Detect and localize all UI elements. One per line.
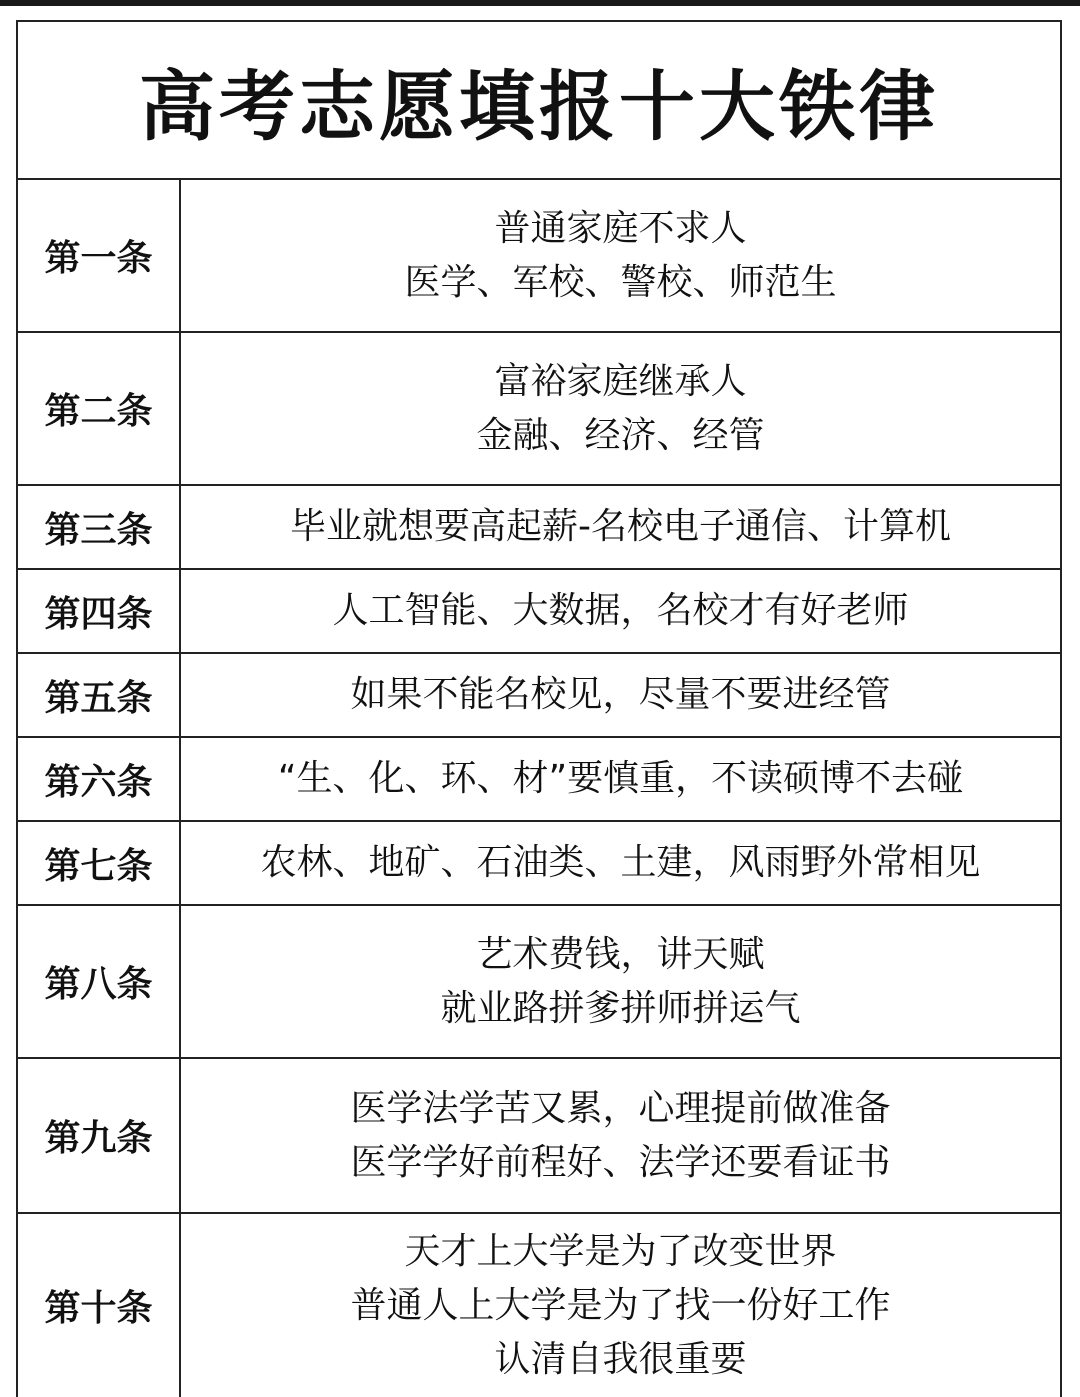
rule-label: 第十条 xyxy=(18,1214,181,1397)
rule-row-5 xyxy=(18,654,1060,738)
rule-line: 认清自我很重要 xyxy=(494,1338,747,1380)
rule-label: 第三条 xyxy=(18,486,181,568)
rule-content xyxy=(181,1214,1060,1397)
rule-label: 第二条 xyxy=(18,333,181,484)
top-bar xyxy=(0,0,1080,6)
rule-row-3 xyxy=(18,486,1060,570)
rule-content xyxy=(181,906,1060,1057)
rule-content xyxy=(181,822,1060,904)
rule-row-10 xyxy=(18,1214,1060,1397)
rule-line: 医学学好前程好、法学还要看证书 xyxy=(350,1141,891,1183)
rule-content xyxy=(181,570,1060,652)
rule-label: 第一条 xyxy=(18,180,181,331)
rule-line: 农林、地矿、石油类、土建，风雨野外常相见 xyxy=(260,842,981,883)
rule-line: 普通家庭不求人 xyxy=(494,207,747,249)
rule-line: 毕业就想要高起薪-名校电子通信、计算机 xyxy=(290,506,951,547)
rule-content xyxy=(181,654,1060,736)
rule-label: 第八条 xyxy=(18,906,181,1057)
rule-row-1 xyxy=(18,180,1060,333)
rule-content xyxy=(181,1059,1060,1212)
rule-label: 第六条 xyxy=(18,738,181,820)
rule-line: 富裕家庭继承人 xyxy=(494,360,747,402)
rule-line: 普通人上大学是为了找一份好工作 xyxy=(350,1284,891,1326)
rule-label: 第九条 xyxy=(18,1059,181,1212)
rule-line: “生、化、环、材”要慎重，不读硕博不去碰 xyxy=(277,758,964,799)
rule-row-6 xyxy=(18,738,1060,822)
rules-table xyxy=(16,20,1062,1397)
rule-content xyxy=(181,486,1060,568)
rule-line: 医学法学苦又累，心理提前做准备 xyxy=(350,1087,891,1129)
rule-row-7 xyxy=(18,822,1060,906)
rule-line: 如果不能名校见，尽量不要进经管 xyxy=(350,674,891,715)
rule-row-9 xyxy=(18,1059,1060,1214)
rule-line: 天才上大学是为了改变世界 xyxy=(404,1230,837,1272)
rule-line: 金融、经济、经管 xyxy=(476,414,765,456)
table-title: 高考志愿填报十大铁律 xyxy=(18,22,1060,180)
rule-row-8 xyxy=(18,906,1060,1059)
rule-row-4 xyxy=(18,570,1060,654)
rule-line: 艺术费钱，讲天赋 xyxy=(476,933,765,975)
rule-content xyxy=(181,180,1060,331)
rule-label: 第四条 xyxy=(18,570,181,652)
rule-line: 人工智能、大数据，名校才有好老师 xyxy=(332,590,909,631)
rule-content xyxy=(181,333,1060,484)
rule-line: 医学、军校、警校、师范生 xyxy=(404,261,837,303)
rule-row-2 xyxy=(18,333,1060,486)
rule-line: 就业路拼爹拼师拼运气 xyxy=(440,987,801,1029)
rule-label: 第七条 xyxy=(18,822,181,904)
rule-content xyxy=(181,738,1060,820)
rule-label: 第五条 xyxy=(18,654,181,736)
